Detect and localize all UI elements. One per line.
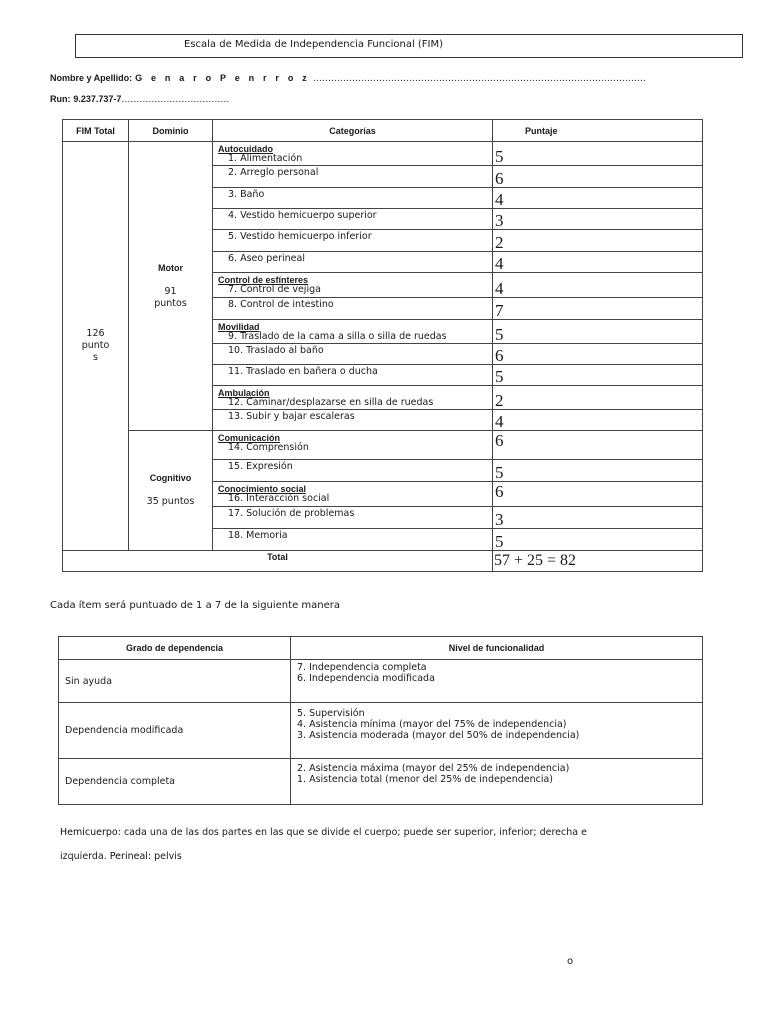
domain-cognitivo-cell	[129, 430, 213, 550]
category-cell	[213, 208, 493, 229]
dependency-scale-table	[58, 636, 703, 805]
levels-cell	[291, 759, 703, 805]
name-label: Nombre y Apellido:	[50, 73, 133, 83]
patient-run-line	[50, 94, 229, 105]
item-score: 5	[493, 364, 703, 385]
domain-cognitivo-name: Cognitivo	[149, 473, 192, 483]
item-label: 18. Memoria	[228, 529, 288, 541]
fim-row-1	[63, 142, 703, 166]
item-score: 4	[493, 251, 703, 272]
scale-header-row	[59, 637, 703, 660]
scale-row	[59, 759, 703, 805]
section-autocuidado: Autocuidado	[218, 144, 273, 154]
run-dotted-fill: ………………………………	[121, 95, 230, 105]
category-cell	[213, 385, 493, 409]
level-text: 1. Asistencia total (menor del 25% de independencia)	[297, 774, 554, 785]
item-score: 6	[493, 343, 703, 364]
header-fim-total: FIM Total	[63, 120, 129, 142]
glossary-line-1	[60, 827, 587, 838]
scoring-intro-text: Cada ítem será puntuado de 1 a 7 de la siguiente manera	[50, 600, 340, 611]
section-comunicacion: Comunicación	[218, 432, 281, 443]
name-dotted-fill: …………………………………………………………………………………………………	[312, 74, 646, 84]
grade-cell: Sin ayuda	[59, 660, 291, 703]
item-score: 6	[493, 481, 703, 506]
item-label: 8. Control de intestino	[228, 298, 334, 310]
category-cell	[213, 528, 493, 550]
fim-header-row	[63, 120, 703, 142]
section-conocimiento-social: Conocimiento social	[218, 483, 307, 494]
item-label: 17. Solución de problemas	[228, 507, 355, 519]
fim-total-cell: 126 punto s	[63, 142, 129, 551]
domain-motor-cell	[129, 142, 213, 431]
category-cell	[213, 165, 493, 187]
section-control-esfinteres: Control de esfínteres	[218, 274, 309, 285]
header-categorias: Categorías	[213, 120, 493, 142]
term-perineal: Perineal:	[109, 851, 152, 862]
item-label: 7. Control de vejiga	[228, 283, 321, 295]
category-cell	[213, 364, 493, 385]
item-score: 2	[493, 229, 703, 251]
item-score: 6	[493, 430, 703, 459]
header-puntaje: Puntaje	[493, 120, 703, 142]
item-label: 1. Alimentación	[228, 153, 303, 164]
category-cell	[213, 229, 493, 251]
fim-score-table	[62, 119, 703, 572]
item-label: 5. Vestido hemicuerpo inferior	[228, 230, 372, 242]
item-label: 16. Interacción social	[228, 492, 330, 504]
item-label: 6. Aseo perineal	[228, 252, 305, 264]
category-cell	[213, 343, 493, 364]
item-score: 7	[493, 297, 703, 319]
category-cell	[213, 506, 493, 528]
item-score: 6	[493, 165, 703, 187]
level-text: 7. Independencia completa	[297, 662, 427, 673]
item-label: 12. Caminar/desplazarse en silla de ruedas	[228, 396, 434, 408]
category-cell	[213, 409, 493, 430]
item-label: 11. Traslado en bañera o ducha	[228, 365, 378, 377]
glossary-line-2	[60, 851, 182, 862]
item-label: 2. Arreglo personal	[228, 166, 319, 178]
page-mark: o	[567, 956, 574, 967]
item-score: 5	[493, 459, 703, 481]
category-cell	[213, 430, 493, 459]
scale-row	[59, 660, 703, 703]
document-title: Escala de Medida de Independencia Funcional (FIM)	[184, 39, 444, 50]
level-text: 4. Asistencia mínima (mayor del 75% de independencia)	[297, 719, 567, 730]
header-nivel: Nivel de funcionalidad	[291, 637, 703, 660]
item-score: 4	[493, 187, 703, 208]
item-label: 4. Vestido hemicuerpo superior	[228, 209, 377, 221]
category-cell	[213, 297, 493, 319]
definition-hemicuerpo: cada una de las dos partes en las que se divide el cuerpo; puede ser superior, inferior; derecha e	[120, 827, 587, 838]
item-label: 15. Expresión	[228, 460, 293, 472]
levels-cell	[291, 703, 703, 759]
header-grado: Grado de dependencia	[59, 637, 291, 660]
patient-name-line	[50, 73, 646, 84]
level-text: 2. Asistencia máxima (mayor del 25% de independencia)	[297, 763, 570, 774]
scale-row	[59, 703, 703, 759]
item-score: 4	[493, 272, 703, 297]
item-label: 13. Subir y bajar escaleras	[228, 410, 355, 422]
definition-perineal: pelvis	[151, 851, 182, 862]
item-label: 14. Comprensión	[228, 441, 309, 453]
category-cell	[213, 481, 493, 506]
total-label: Total	[63, 550, 493, 571]
document-title-box	[75, 34, 743, 58]
category-cell	[213, 272, 493, 297]
item-label: 9. Traslado de la cama a silla o silla de ruedas	[228, 330, 447, 342]
domain-motor-points: 91 puntos	[154, 285, 187, 309]
fim-total-row	[63, 550, 703, 571]
item-score: 5	[493, 142, 703, 166]
level-text: 5. Supervisión	[297, 708, 365, 719]
item-score: 4	[493, 409, 703, 430]
section-ambulacion: Ambulación	[218, 387, 270, 398]
definition-hemicuerpo-cont: izquierda.	[60, 851, 110, 862]
grade-cell: Dependencia modificada	[59, 703, 291, 759]
item-score: 3	[493, 208, 703, 229]
category-cell	[213, 187, 493, 208]
category-cell	[213, 142, 493, 166]
item-label: 3. Baño	[228, 188, 265, 200]
item-score: 5	[493, 319, 703, 343]
level-text: 3. Asistencia moderada (mayor del 50% de independencia)	[297, 730, 580, 741]
run-value: 9.237.737-7	[73, 94, 122, 104]
category-cell	[213, 251, 493, 272]
section-movilidad: Movilidad	[218, 321, 260, 332]
category-cell	[213, 459, 493, 481]
category-cell	[213, 319, 493, 343]
domain-cognitivo-points: 35 puntos	[146, 496, 195, 507]
total-value: 57 + 25 = 82	[493, 550, 703, 571]
levels-cell	[291, 660, 703, 703]
item-score: 2	[493, 385, 703, 409]
level-text: 6. Independencia modificada	[297, 673, 435, 684]
item-label: 10. Traslado al baño	[228, 344, 324, 356]
grade-cell: Dependencia completa	[59, 759, 291, 805]
item-score: 5	[493, 528, 703, 550]
domain-motor-name: Motor	[158, 262, 183, 273]
run-label: Run:	[50, 94, 71, 104]
term-hemicuerpo: Hemicuerpo:	[60, 827, 121, 838]
name-value: G e n a r o P e n r r o z	[135, 73, 310, 83]
fim-row-14	[63, 430, 703, 459]
item-score: 3	[493, 506, 703, 528]
header-dominio: Dominio	[129, 120, 213, 142]
